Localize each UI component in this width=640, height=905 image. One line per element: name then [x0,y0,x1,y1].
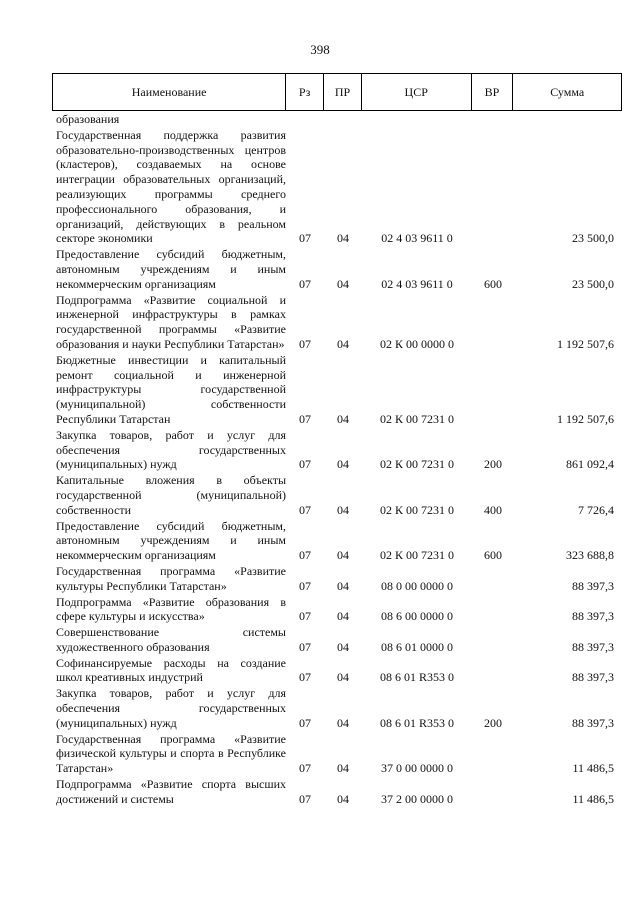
row-csr: 02 4 03 9611 0 [381,231,453,246]
row-sum: 1 192 507,6 [557,336,614,351]
row-name: Предоставление субсидий бюджетным, автономным учреждениям и иным некоммерческим организациям [56,247,286,291]
table-row [52,247,622,291]
row-vr: 400 [484,502,502,517]
row-sum: 88 397,3 [572,715,614,730]
row-sum: 11 486,5 [572,791,614,806]
row-rz: 07 [299,609,311,624]
row-csr: 08 6 01 R353 0 [379,715,454,730]
row-csr: 08 6 00 0000 0 [381,609,453,624]
row-name: Бюджетные инвестиции и капитальный ремонт социальной и инженерной инфраструктуры государственной (муниципальной) собственности Республики Татарстан [56,352,286,426]
row-pr: 04 [337,457,349,472]
row-name: Закупка товаров, работ и услуг для обеспечения государственных (муниципальных) нужд [56,686,286,730]
row-sum: 23 500,0 [572,231,614,246]
row-pr: 04 [337,548,349,563]
header-rz: Рз [286,74,324,110]
table-row [52,595,622,625]
header-name: Наименование [53,74,286,110]
row-vr: 200 [484,457,502,472]
row-name: Софинансируемые расходы на создание школ креативных индустрий [56,655,286,685]
row-pr: 04 [337,639,349,654]
table-row [52,112,622,127]
row-sum: 1 192 507,6 [557,411,614,426]
row-rz: 07 [299,276,311,291]
header-pr: ПР [324,74,362,110]
row-csr: 08 6 01 R353 0 [379,670,454,685]
page-number: 398 [310,42,330,57]
row-vr: 600 [484,548,502,563]
row-rz: 07 [299,231,311,246]
row-name: Государственная поддержка развития образовательно-производственных центров (кластеров), создаваемых на основе интеграции образовательных организаций, реализующих программы среднего профессионального образования, и организаций, действующих в реальном секторе экономики [56,127,286,246]
row-name: Подпрограмма «Развитие образования в сфере культуры и искусства» [56,594,286,624]
row-pr: 04 [337,609,349,624]
header-sum: Сумма [550,84,585,99]
table-row [52,473,622,517]
row-pr: 04 [337,502,349,517]
table-row [52,732,622,776]
table-row [52,686,622,730]
row-pr: 04 [337,411,349,426]
row-rz: 07 [299,502,311,517]
table-row [52,293,622,352]
row-rz: 07 [299,411,311,426]
row-csr: 08 6 01 0000 0 [381,639,453,654]
table-row [52,353,622,427]
row-name: Подпрограмма «Развитие спорта высших достижений и системы [56,777,286,806]
row-csr: 08 0 00 0000 0 [381,578,453,593]
row-sum: 88 397,3 [572,670,614,685]
row-csr: 02 К 00 0000 0 [379,336,454,351]
row-name: Государственная программа «Развитие культуры Республики Татарстан» [56,563,286,593]
row-sum: 11 486,5 [572,761,614,776]
row-rz: 07 [299,336,311,351]
table-row [52,428,622,472]
table-row [52,625,622,655]
row-pr: 04 [337,276,349,291]
row-csr: 02 4 03 9611 0 [381,276,453,291]
table-row [52,777,622,807]
row-sum: 23 500,0 [572,276,614,291]
row-pr: 04 [337,231,349,246]
row-sum: 88 397,3 [572,639,614,654]
table-body [52,112,622,807]
row-sum: 88 397,3 [572,578,614,593]
row-vr: 600 [484,276,502,291]
row-name: Государственная программа «Развитие физической культуры и спорта в Республике Татарстан» [56,731,286,776]
row-rz: 07 [299,548,311,563]
row-name: образования [56,112,120,126]
row-pr: 04 [337,336,349,351]
row-sum: 7 726,4 [578,502,614,517]
table-header [52,73,622,111]
row-rz: 07 [299,715,311,730]
row-sum: 323 688,8 [566,548,614,563]
row-csr: 37 2 00 0000 0 [381,791,453,806]
table-row [52,656,622,686]
row-csr: 02 К 00 7231 0 [379,411,454,426]
row-rz: 07 [299,457,311,472]
row-name: Капитальные вложения в объекты государственной (муниципальной) собственности [56,473,286,517]
row-csr: 02 К 00 7231 0 [379,502,454,517]
row-name: Совершенствование системы художественного образования [56,625,286,654]
table-row [52,128,622,246]
row-csr: 02 К 00 7231 0 [379,457,454,472]
row-name: Подпрограмма «Развитие социальной и инженерной инфраструктуры в рамках государственной программы «Развитие образования и науки Республики Татарстан» [56,292,286,351]
row-name: Закупка товаров, работ и услуг для обеспечения государственных (муниципальных) нужд [56,427,286,472]
header-vr: ВР [472,74,514,110]
row-csr: 37 0 00 0000 0 [381,761,453,776]
row-csr: 02 К 00 7231 0 [379,548,454,563]
row-pr: 04 [337,715,349,730]
row-rz: 07 [299,761,311,776]
row-name: Предоставление субсидий бюджетным, автономным учреждениям и иным некоммерческим организациям [56,518,286,563]
row-rz: 07 [299,639,311,654]
row-sum: 861 092,4 [566,457,614,472]
row-pr: 04 [337,761,349,776]
row-rz: 07 [299,791,311,806]
header-csr: ЦСР [362,74,472,110]
table-row [52,519,622,563]
row-sum: 88 397,3 [572,609,614,624]
row-pr: 04 [337,670,349,685]
table-row [52,564,622,594]
row-rz: 07 [299,670,311,685]
row-vr: 200 [484,715,502,730]
row-pr: 04 [337,791,349,806]
row-rz: 07 [299,578,311,593]
row-pr: 04 [337,578,349,593]
